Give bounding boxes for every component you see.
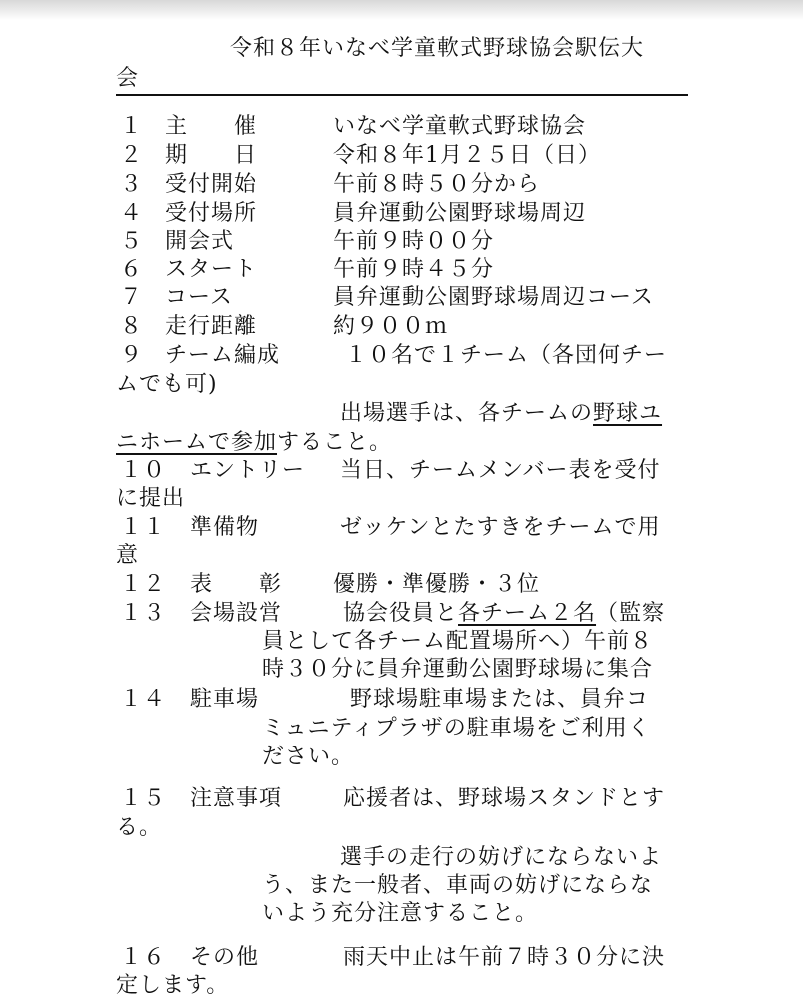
item-value-cont: 意 bbox=[116, 543, 140, 568]
item-number: １ bbox=[120, 114, 144, 139]
top-shadow bbox=[0, 0, 803, 20]
item-label: 注意事項 bbox=[190, 786, 283, 811]
item-value-underlined: 各チーム２名 bbox=[458, 601, 597, 626]
item-value: 優勝・準優勝・３位 bbox=[333, 572, 541, 597]
item-number: １３ bbox=[120, 601, 167, 626]
item-value bbox=[343, 599, 665, 629]
item-label: 表 彰 bbox=[190, 572, 283, 597]
item-number: １５ bbox=[120, 786, 167, 811]
item-note-cont: う、また一般者、車両の妨げにならな bbox=[262, 873, 654, 898]
item-value: 令和８年1月２５日（日） bbox=[333, 143, 601, 168]
item-label: チーム編成 bbox=[165, 343, 281, 368]
item-value: 午前８時５０分から bbox=[333, 172, 541, 197]
item-value-cont: ムでも可) bbox=[116, 372, 218, 397]
item-value: １０名で１チーム（各団何チー bbox=[345, 343, 668, 368]
item-number: １１ bbox=[120, 515, 167, 540]
item-value: 野球場駐車場または、員弁コ bbox=[350, 687, 650, 712]
item-note-text: すること。 bbox=[277, 430, 393, 455]
item-value-cont: 員として各チーム配置場所へ）午前８ bbox=[262, 629, 654, 654]
document-title: 令和８年いなべ学童軟式野球協会駅伝大 bbox=[230, 36, 645, 61]
item-value-cont: ださい。 bbox=[262, 744, 355, 769]
item-value: 雨天中止は午前７時３０分に決 bbox=[343, 945, 666, 970]
item-note-cont bbox=[116, 428, 392, 458]
item-value: 当日、チームメンバー表を受付 bbox=[340, 458, 661, 483]
item-number: １０ bbox=[120, 458, 167, 483]
item-number: ５ bbox=[120, 229, 144, 254]
item-label: 走行距離 bbox=[165, 314, 258, 339]
item-number: ８ bbox=[120, 314, 144, 339]
item-label: コース bbox=[165, 285, 233, 310]
item-number: ９ bbox=[120, 343, 144, 368]
item-label: スタート bbox=[165, 257, 258, 282]
item-label: 主 催 bbox=[165, 114, 258, 139]
item-note-underlined: 野球ユ bbox=[593, 401, 663, 426]
item-value-cont: る。 bbox=[116, 815, 163, 840]
item-number: ４ bbox=[120, 201, 144, 226]
item-value: 午前９時００分 bbox=[333, 229, 495, 254]
item-value-cont: ミュニティプラザの駐車場をご利用く bbox=[262, 716, 651, 741]
item-note-text: 出場選手は、各チームの bbox=[340, 401, 594, 426]
item-note-cont: いよう充分注意すること。 bbox=[262, 901, 539, 926]
item-label: 開会式 bbox=[165, 229, 235, 254]
item-label: 駐車場 bbox=[190, 687, 260, 712]
item-value-cont: 定します。 bbox=[116, 973, 230, 998]
item-value-cont: に提出 bbox=[116, 486, 186, 511]
item-value: 午前９時４５分 bbox=[333, 257, 495, 282]
item-label: 受付場所 bbox=[165, 201, 258, 226]
item-number: １４ bbox=[120, 687, 167, 712]
item-label: 期 日 bbox=[165, 143, 258, 168]
item-number: １２ bbox=[120, 572, 167, 597]
item-value: 応援者は、野球場スタンドとす bbox=[343, 786, 666, 811]
item-value: 約９００ｍ bbox=[333, 314, 449, 339]
item-note: 選手の走行の妨げにならないよ bbox=[340, 845, 663, 870]
item-label: その他 bbox=[190, 945, 260, 970]
item-note-underlined: ニホームで参加 bbox=[116, 430, 278, 455]
item-value-text: （監察 bbox=[596, 601, 666, 626]
item-label: 準備物 bbox=[190, 515, 260, 540]
item-number: ２ bbox=[120, 143, 144, 168]
item-value: 員弁運動公園野球場周辺 bbox=[333, 201, 587, 226]
item-number: ３ bbox=[120, 172, 144, 197]
item-label: 受付開始 bbox=[165, 172, 258, 197]
item-value-cont: 時３０分に員弁運動公園野球場に集合 bbox=[262, 657, 654, 682]
item-value: ゼッケンとたすきをチームで用 bbox=[340, 515, 661, 540]
item-number: ７ bbox=[120, 285, 144, 310]
item-value-text: 協会役員と bbox=[343, 601, 459, 626]
title-underline bbox=[116, 94, 688, 96]
item-note bbox=[340, 399, 662, 429]
item-value: いなべ学童軟式野球協会 bbox=[333, 114, 587, 139]
item-label: エントリー bbox=[190, 458, 306, 483]
item-label: 会場設営 bbox=[190, 601, 283, 626]
item-number: １６ bbox=[120, 945, 167, 970]
document-title-cont: 会 bbox=[116, 66, 140, 91]
item-value: 員弁運動公園野球場周辺コース bbox=[333, 285, 654, 310]
item-number: ６ bbox=[120, 257, 144, 282]
